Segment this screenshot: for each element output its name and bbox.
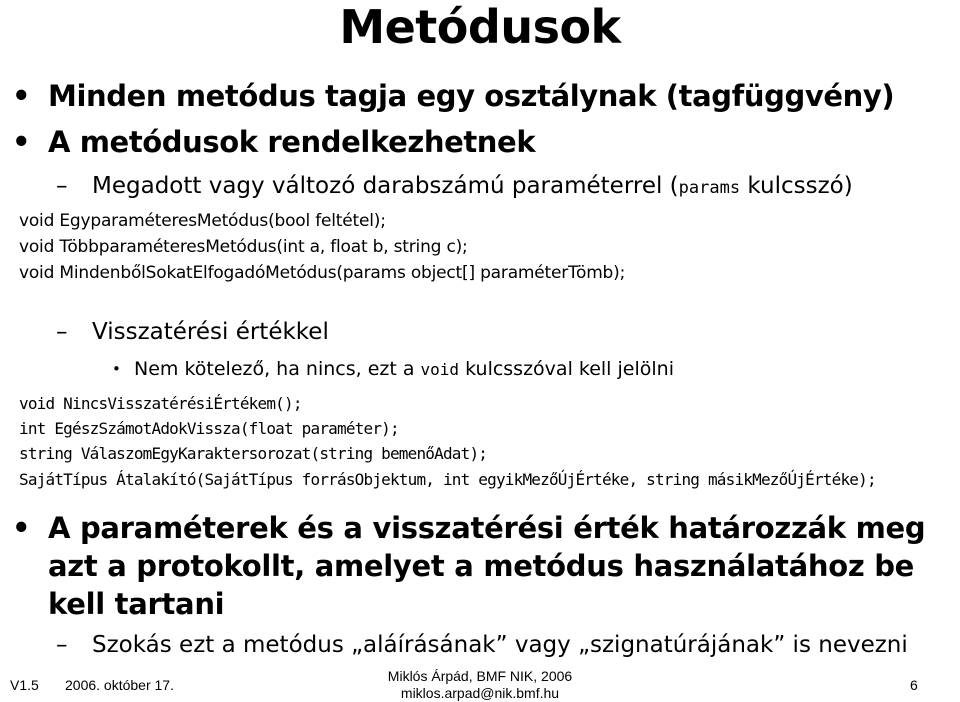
footer-author: [330, 668, 630, 702]
params-keyword: params: [678, 178, 741, 198]
code-line: void NincsVisszatérésiÉrtékem();: [19, 394, 302, 413]
code-line: void TöbbparaméteresMetódus(int a, float b, string c);: [19, 237, 468, 257]
bullet-1-text: Minden metódus tagja egy osztálynak (tagfüggvény): [48, 79, 895, 113]
sub-bullet-return: [56, 317, 329, 347]
code-line: void MindenbőlSokatElfogadóMetódus(params object[] paraméterTömb);: [19, 263, 626, 283]
sub-sub-bullet-void-suffix: kulcsszóval kell jelölni: [459, 358, 674, 380]
code-line: SajátTípus Átalakító(SajátTípus forrásObjektum, int egyikMezőÚjÉrtéke, string másikMezőÚjÉrtéke);: [19, 470, 876, 489]
sub-bullet-params-suffix: kulcsszó): [740, 173, 853, 199]
sub-bullet-params-prefix: Megadott vagy változó darabszámú paraméterrel (: [92, 173, 679, 199]
void-keyword: void: [420, 360, 460, 379]
sub-bullet-signature: [56, 630, 908, 660]
sub-bullet-params: [56, 171, 853, 203]
slide-title: Metódusok: [339, 0, 621, 54]
footer-date: 2006. október 17.: [65, 677, 174, 693]
dash-marker: –: [56, 632, 68, 658]
bullet-3: [12, 509, 948, 623]
footer-author-name: Miklós Árpád, BMF NIK, 2006: [387, 668, 573, 684]
sub-bullet-return-text: Visszatérési értékkel: [92, 319, 329, 345]
bullet-1: [12, 78, 895, 114]
bullet-marker: •: [12, 79, 31, 113]
bullet-3-line-2: azt a protokollt, amelyet a metódus használatához be: [48, 549, 915, 583]
code-line: string VálaszomEgyKaraktersorozat(string bemenőAdat);: [19, 444, 488, 463]
footer-page-number: 6: [910, 677, 918, 693]
bullet-2-text: A metódusok rendelkezhetnek: [48, 125, 536, 159]
bullet-2: [12, 124, 536, 160]
bullet-3-line-1: A paraméterek és a visszatérési érték határozzák meg: [48, 511, 926, 545]
bullet-3-line-3: kell tartani: [48, 587, 225, 621]
dash-marker: –: [56, 319, 68, 345]
bullet-marker: •: [12, 511, 31, 545]
bullet-marker: •: [12, 125, 31, 159]
dash-marker: –: [56, 173, 68, 199]
footer-version: V1.5: [10, 677, 39, 693]
sub-bullet-signature-text: Szokás ezt a metódus „aláírásának” vagy „szignatúrájának” is nevezni: [92, 632, 908, 658]
sub-sub-bullet-void-prefix: Nem kötelező, ha nincs, ezt a: [134, 358, 421, 380]
dot-marker: •: [112, 360, 121, 378]
code-line: int EgészSzámotAdokVissza(float paraméter);: [19, 419, 399, 438]
code-line: void EgyparaméteresMetódus(bool feltétel);: [19, 211, 386, 231]
footer-email: miklos.arpad@nik.bmf.hu: [400, 685, 560, 701]
sub-sub-bullet-void: [112, 357, 674, 382]
